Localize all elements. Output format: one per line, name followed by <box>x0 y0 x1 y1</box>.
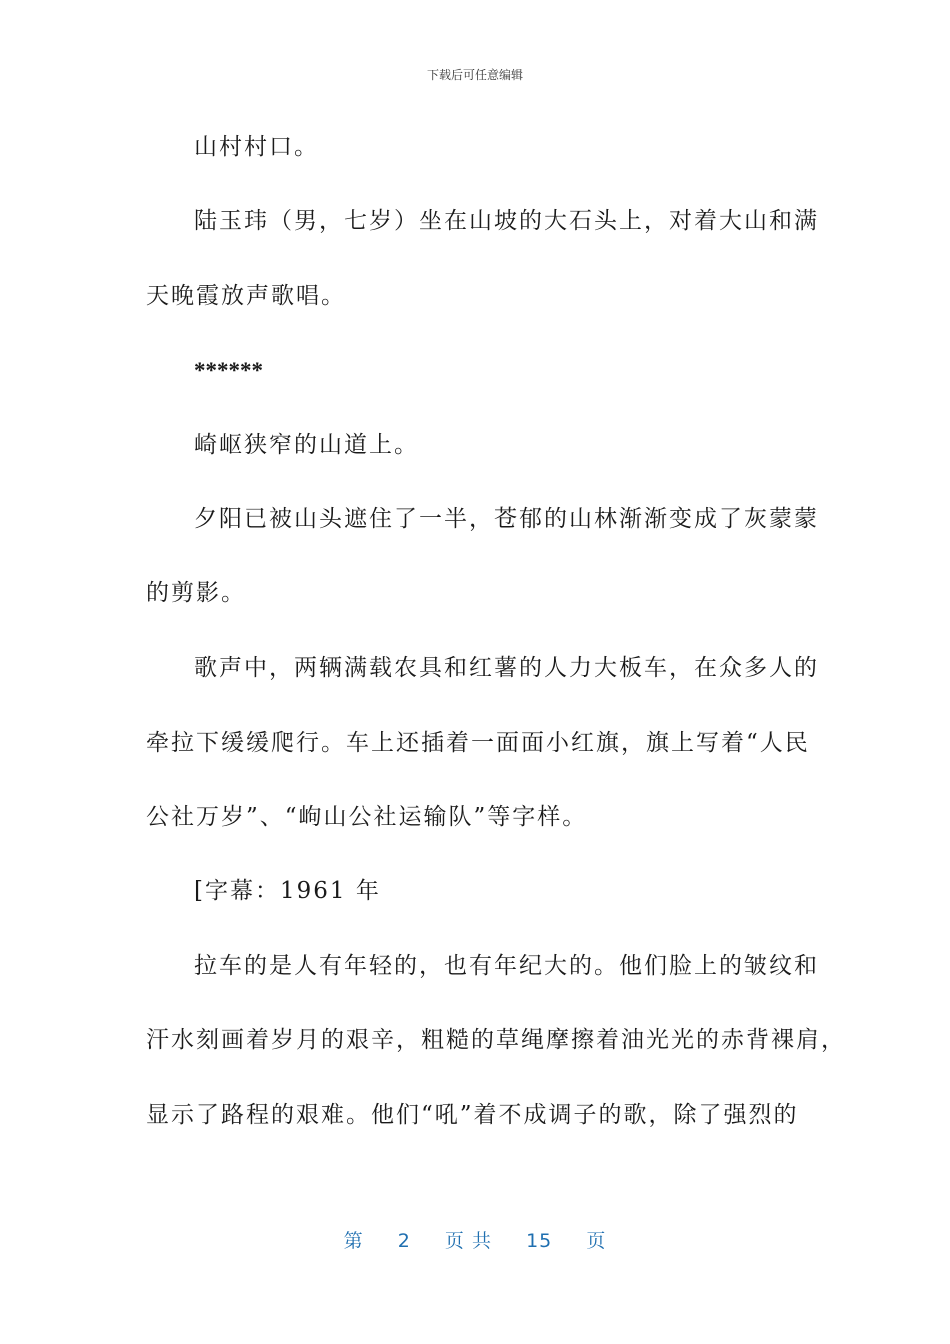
text-line: 拉车的是人有年轻的，也有年纪大的。他们脸上的皱纹和 <box>194 953 819 979</box>
text-line: 公社万岁”、“岣山公社运输队”等字样。 <box>146 804 588 830</box>
text-line: 的剪影。 <box>146 580 246 606</box>
caption-line: [字幕：1961 年 <box>194 878 381 904</box>
current-page-number: 2 <box>397 1230 411 1252</box>
text-line: 牵拉下缓缓爬行。车上还插着一面面小红旗，旗上写着“人民 <box>146 730 810 756</box>
text-line: 天晚霞放声歌唱。 <box>146 283 346 309</box>
text-line: 山村村口。 <box>194 134 319 160</box>
scene-separator: ****** <box>194 358 263 383</box>
total-page-count: 15 <box>526 1230 553 1252</box>
page-footer <box>0 1226 950 1253</box>
text-line: 夕阳已被山头遮住了一半，苍郁的山林渐渐变成了灰蒙蒙 <box>194 506 819 532</box>
footer-suffix: 页 <box>586 1230 607 1252</box>
text-line: 崎岖狭窄的山道上。 <box>194 432 419 458</box>
text-line: 歌声中，两辆满载农具和红薯的人力大板车，在众多人的 <box>194 655 819 681</box>
text-line: 显示了路程的艰难。他们“吼”着不成调子的歌，除了强烈的 <box>146 1102 799 1128</box>
page-header: 下载后可任意编辑 <box>426 68 523 82</box>
text-line: 陆玉玮（男，七岁）坐在山坡的大石头上，对着大山和满 <box>194 208 819 234</box>
text-line: 汗水刻画着岁月的艰辛，粗糙的草绳摩擦着油光光的赤背裸肩， <box>146 1027 846 1053</box>
footer-middle: 页 共 <box>444 1230 492 1252</box>
footer-prefix: 第 <box>343 1230 364 1252</box>
